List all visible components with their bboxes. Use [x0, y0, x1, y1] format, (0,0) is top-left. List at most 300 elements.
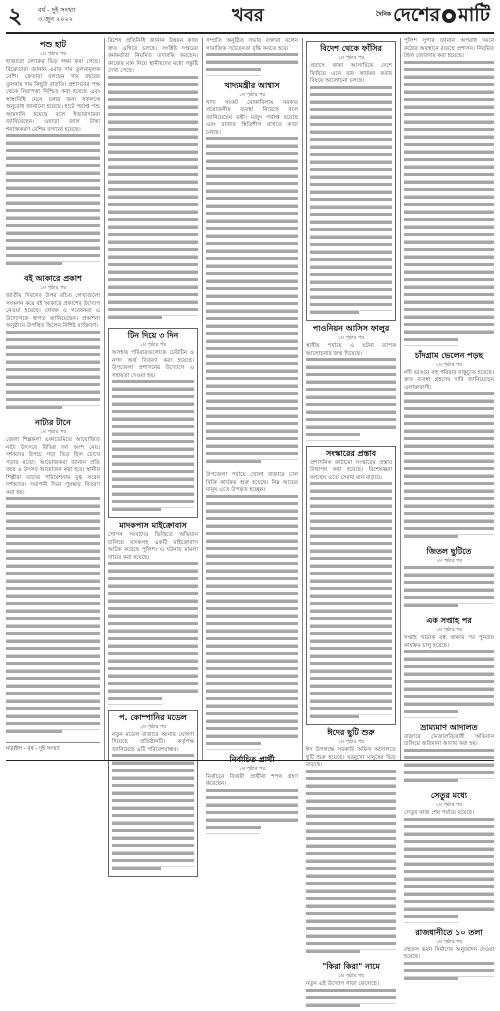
text-line: [310, 198, 392, 206]
text-line: [206, 690, 298, 698]
text-line: [6, 610, 100, 618]
text-line: [206, 295, 298, 303]
text-line: [404, 482, 494, 490]
text-line: [206, 742, 261, 750]
news-story: [206, 755, 298, 834]
text-line: [206, 811, 298, 819]
text-line: [310, 161, 392, 169]
text-line: [310, 168, 392, 176]
text-line: [404, 278, 494, 286]
text-line: [310, 625, 392, 633]
story-body: ঈদ উপলক্ষে সরকারি অফিস আদালতে ছুটি শুরু হয়েছে। ঘরমুখো মানুষের ভিড় বাড়ছে।: [306, 747, 396, 770]
text-line: [404, 673, 494, 681]
text-line: [6, 670, 100, 678]
text-line: [206, 615, 298, 623]
text-line: [206, 570, 298, 578]
text-line: [310, 281, 392, 289]
text-line: [404, 490, 494, 498]
story-headline: চাঁদগ্রাম ভেলেন পড়ছ: [404, 351, 494, 361]
news-story: [404, 723, 494, 787]
text-line: [310, 602, 392, 610]
text-line: [306, 996, 396, 1004]
story-body: নতুন এই উদ্যোগ সাড়া ফেলেছে।: [306, 981, 396, 989]
text-line: [206, 675, 298, 683]
globe-icon: [442, 9, 456, 23]
issue-info: [38, 6, 76, 24]
text-line: [404, 885, 494, 893]
text-line: [206, 61, 298, 69]
text-line: [6, 353, 100, 361]
text-line: [206, 577, 298, 585]
story-headline: সংস্কারের প্রস্তাব: [310, 449, 392, 459]
text-line: [6, 662, 100, 670]
text-line: [306, 381, 396, 389]
text-line: [206, 377, 298, 385]
text-line: [206, 197, 298, 205]
story-headline: জিতল ছুটিতে: [404, 547, 494, 557]
continued-note: ১ম পৃষ্ঠার পর: [6, 285, 100, 291]
text-line: [206, 415, 298, 423]
text-line: [404, 301, 494, 309]
text-line: [404, 581, 494, 589]
story-headline: এক সপ্তাহ পর: [404, 616, 494, 626]
text-line: [206, 257, 298, 265]
text-line: [310, 580, 392, 588]
text-line: [6, 602, 100, 610]
text-line: [6, 142, 100, 150]
text-line: [108, 652, 198, 660]
text-line: [206, 430, 298, 438]
text-line: [404, 241, 494, 249]
text-line: [206, 392, 298, 400]
text-line: [404, 915, 458, 923]
text-line: [306, 882, 396, 890]
story-body: গোপন সংবাদের ভিত্তিতে অভিযান চালিয়ে মাদকসহ একটি মাইক্রোবাস আটক করেছে পুলিশ। এ ঘটনায় মামলা দায়ের করা হয়েছে।: [108, 532, 198, 562]
text-line: [108, 128, 198, 136]
text-line: [404, 248, 494, 256]
text-line: [108, 630, 198, 638]
text-line: [404, 181, 494, 189]
story-headline: বিদেশ থেকে ফাঁসির: [310, 44, 392, 54]
text-line: [206, 265, 298, 273]
text-line: [310, 587, 392, 595]
text-line: [206, 400, 298, 408]
text-line: [112, 829, 194, 837]
continued-note: ১ম পৃষ্ঠার পর: [404, 627, 494, 633]
column-2: [104, 38, 198, 760]
text-line: [310, 707, 392, 715]
text-line: [310, 131, 392, 139]
text-line: [404, 658, 494, 666]
text-line: [306, 950, 360, 958]
news-story: [404, 351, 494, 543]
text-line: [306, 852, 396, 860]
text-line: [310, 505, 392, 513]
news-story: [306, 962, 396, 1011]
text-line: [206, 355, 298, 363]
text-line: [206, 272, 298, 280]
text-line: [206, 280, 298, 288]
text-line: [6, 512, 100, 520]
story-body: বাজারে ভেজালবিরোধী অভিযান চালিয়ে জরিমানা আদায় করা হয়।: [404, 734, 494, 749]
text-line: [206, 630, 298, 638]
text-line: [310, 565, 392, 573]
text-line: [6, 647, 100, 655]
story-headline: নাট্যর টানে: [6, 418, 100, 428]
text-line: [310, 557, 392, 565]
text-line: [310, 610, 392, 618]
text-line: [112, 463, 194, 471]
text-line: [310, 93, 392, 101]
news-story: [108, 710, 198, 878]
story-body: খাদ্য সংকট মোকাবিলায় সরকার প্রয়োজনীয় ব্যবস্থা নিয়েছে বলে জানিয়েছেন মন্ত্রী। মজুদ পর্যাপ্ত রয়েছে এবং বাজার স্থিতিশীল রাখতে কাজ চলছে।: [206, 100, 298, 138]
text-line: [112, 500, 194, 508]
text-line: [404, 460, 494, 468]
text-line: [206, 287, 298, 295]
text-line: [404, 91, 494, 99]
text-line: [206, 460, 261, 468]
text-line: [310, 108, 392, 116]
text-line: [206, 796, 298, 804]
text-line: [206, 212, 298, 220]
text-line: [6, 217, 100, 225]
text-line: [108, 293, 198, 301]
text-line: [206, 720, 298, 728]
story-body: হাজারো লোকের ভিড় লক্ষ্য করা গেছে। বিক্রেতারা জানান এবার দাম তুলনামূলক বেশি। ক্রেতারা বলছেন গত বছরের তুলনায় দাম কিছুটা বাড়তি। প্রশাসনের পক্ষ থেকে নিরাপত্তা নিশ্চিত করা হয়েছে এবং স্বাস্থ্যবিধি মেনে চলার জন্য সকলকে অনুরোধ জানানো হয়েছে। হাটে পর্যাপ্ত পশু আমদানি হয়েছে বলে ইজারাদাররা জানিয়েছেন। এছাড়া জাল টাকা শনাক্তকরণ মেশিন বসানো হয়েছে।: [6, 59, 100, 134]
text-line: [404, 415, 494, 423]
column-5: [400, 38, 494, 760]
text-line: [310, 146, 392, 154]
text-line: [404, 520, 494, 528]
text-line: [404, 61, 494, 69]
text-line: [310, 138, 392, 146]
text-line: [108, 98, 198, 106]
text-line: [206, 160, 298, 168]
news-story: [206, 472, 298, 750]
text-line: [404, 840, 494, 848]
text-line: [206, 495, 298, 503]
text-line: [112, 777, 194, 785]
text-line: [306, 927, 396, 935]
text-line: [112, 485, 194, 493]
text-line: [404, 188, 494, 196]
text-line: [310, 692, 392, 700]
text-line: [404, 475, 494, 483]
text-line: [206, 562, 298, 570]
text-line: [404, 263, 494, 271]
text-line: [6, 542, 100, 550]
text-line: [108, 562, 198, 570]
text-line: [206, 592, 298, 600]
story-body: বিশেষ প্রতিনিধি জানান উন্নয়ন কাজ দ্রুত এগিয়ে চলছে। সংশ্লিষ্ট দপ্তরের কর্মকর্তারা নিয়মিত তদারকি করছেন। কাজের মান নিয়ে স্থানীয়দের মধ্যে সন্তুষ্টি দেখা গেছে।: [108, 38, 198, 76]
text-line: [108, 136, 198, 144]
text-line: [404, 749, 494, 757]
text-line: [404, 512, 494, 520]
text-line: [310, 677, 392, 685]
text-line: [108, 615, 198, 623]
text-line: [206, 182, 298, 190]
text-line: [404, 452, 494, 460]
text-line: [310, 655, 392, 663]
text-line: [206, 250, 298, 258]
news-story: [6, 274, 100, 413]
text-line: [404, 900, 494, 908]
text-line: [206, 437, 298, 445]
text-line: [206, 517, 298, 525]
text-line: [310, 662, 392, 670]
text-line: [404, 566, 494, 574]
story-body: সেতুর কাজ শেষ পর্যায়ে রয়েছে।: [404, 810, 494, 818]
text-line: [112, 440, 194, 448]
text-line: [306, 807, 396, 815]
text-line: [310, 647, 392, 655]
text-line: [6, 164, 100, 172]
text-line: [310, 228, 392, 236]
text-line: [108, 667, 198, 675]
text-line: [6, 202, 100, 210]
text-line: [404, 962, 494, 970]
text-line: [306, 785, 396, 793]
continued-note: ১ম পৃষ্ঠার পর: [206, 92, 298, 98]
text-line: [310, 101, 392, 109]
text-line: [310, 243, 392, 251]
brand-prefix: দৈনিক: [376, 11, 391, 18]
text-line: [404, 166, 494, 174]
text-line: [404, 196, 494, 204]
text-line: [112, 762, 194, 770]
text-line: [6, 497, 100, 505]
news-story: [404, 791, 494, 923]
text-line: [404, 589, 494, 597]
text-line: [6, 587, 100, 595]
text-line: [6, 707, 100, 715]
text-line: [206, 727, 298, 735]
text-line: [206, 819, 298, 827]
text-line: [310, 273, 392, 281]
text-line: [310, 191, 392, 199]
text-line: [404, 256, 494, 264]
text-line: [306, 867, 396, 875]
text-line: [404, 331, 494, 339]
text-line: [206, 347, 298, 355]
masthead-rule: [6, 32, 494, 34]
text-line: [6, 179, 100, 187]
text-line: [306, 890, 396, 898]
text-line: [206, 317, 298, 325]
text-line: [310, 527, 392, 535]
text-line: [310, 296, 392, 304]
text-line: [108, 577, 198, 585]
news-story: [404, 547, 494, 611]
text-line: [310, 123, 392, 131]
text-line: [108, 181, 198, 189]
text-line: [404, 535, 458, 543]
news-story: [306, 728, 396, 957]
story-body: জাতীয় দিবসের উপর রচিত লেখাগুলো সংকলন করে বই আকারে প্রকাশের উদ্যোগ নেওয়া হয়েছে। লেখক ও গবেষকরা এ উদ্যোগকে স্বাগত জানিয়েছেন। প্রকাশনা অনুষ্ঠানে উপস্থিত ছিলেন বিশিষ্ট ব্যক্তিবর্গ।: [6, 293, 100, 331]
text-line: [404, 113, 494, 121]
story-headline: বই আকারে প্রকাশ: [6, 274, 100, 284]
story-body: প্রবাসে থাকা আসামিকে দেশে ফিরিয়ে এনে রায় কার্যকর করার বিষয়ে আলোচনা চলছে।: [310, 63, 392, 86]
text-line: [6, 338, 100, 346]
text-line: [404, 173, 494, 181]
text-line: [6, 254, 100, 262]
text-line: [404, 151, 494, 159]
text-line: [108, 301, 198, 309]
continued-note: ১ম পৃষ্ঠার পর: [404, 558, 494, 564]
text-line: [108, 166, 198, 174]
text-line: [206, 667, 298, 675]
text-line: [108, 286, 198, 294]
bottom-rule: [6, 760, 494, 761]
text-line: [108, 592, 198, 600]
text-line: [404, 855, 494, 863]
text-line: [6, 565, 100, 573]
text-line: [404, 430, 494, 438]
text-line: [310, 715, 359, 723]
text-line: [404, 293, 494, 301]
text-line: [310, 116, 392, 124]
text-line: [404, 497, 494, 505]
text-line: [206, 555, 298, 563]
text-line: [112, 470, 194, 478]
text-line: [404, 505, 494, 513]
text-line: [112, 837, 194, 845]
text-line: [404, 870, 494, 878]
text-line: [306, 989, 396, 997]
text-line: [404, 323, 494, 331]
news-story: [206, 81, 298, 468]
text-line: [206, 422, 298, 430]
text-line: [108, 690, 198, 698]
text-line: [108, 607, 198, 615]
text-line: [206, 370, 298, 378]
text-line: [404, 106, 494, 114]
text-line: [404, 316, 494, 324]
text-line: [404, 392, 494, 400]
story-body: স্থানীয় পর্যায়ে এ ঘটনা ব্যাপক আলোচনার জন্ম দিয়েছে।: [306, 343, 396, 358]
text-line: [310, 311, 359, 319]
continued-note: ১ম পৃষ্ঠার পর: [404, 362, 494, 368]
news-story: [108, 38, 198, 323]
text-line: [6, 617, 100, 625]
story-body: উপজেলা পর্যায়ে খোলা বাজারে চাল বিক্রি কার্যক্রম শুরু হয়েছে। নিম্ন আয়ের মানুষ এতে উপকৃত হচ্ছেন।: [206, 472, 298, 495]
story-body: বহুতল ভবন নির্মাণের অনুমোদন দেওয়া হয়েছে।: [404, 947, 494, 962]
text-line: [404, 779, 458, 787]
text-line: [310, 236, 392, 244]
text-line: [206, 302, 298, 310]
text-line: [206, 385, 298, 393]
text-line: [6, 224, 100, 232]
text-line: [206, 826, 261, 834]
text-line: [112, 859, 194, 867]
issue-date: ৩ জুন ২০২২: [38, 15, 76, 24]
news-story: [6, 40, 100, 269]
text-line: [108, 196, 198, 204]
news-story: [404, 616, 494, 718]
text-line: [310, 535, 392, 543]
text-line: [108, 233, 198, 241]
text-line: [306, 830, 396, 838]
story-headline: ঈদের ছুটি শুরু: [306, 728, 396, 738]
story-body: অসহায় পরিবারগুলোকে ঢেউটিন ও নগদ অর্থ বিতরণ করা হয়েছে। উপজেলা প্রশাসনের উদ্যোগে এ সহায়তা দেওয়া হয়।: [112, 350, 194, 380]
text-line: [310, 700, 392, 708]
text-line: [404, 407, 494, 415]
text-line: [6, 383, 100, 391]
text-line: [310, 542, 392, 550]
text-line: [108, 645, 198, 653]
text-line: [206, 712, 298, 720]
text-line: [306, 860, 396, 868]
news-story: [108, 521, 198, 705]
text-line: [206, 220, 298, 228]
text-line: [6, 505, 100, 513]
text-line: [306, 403, 396, 411]
text-line: [206, 600, 298, 608]
text-line: [112, 784, 194, 792]
news-story: [306, 324, 396, 441]
text-line: [206, 205, 298, 213]
text-line: [404, 764, 494, 772]
masthead: [0, 0, 500, 36]
text-line: [6, 398, 100, 406]
column-divider: [6, 742, 100, 743]
text-line: [306, 875, 396, 883]
text-line: [6, 262, 62, 270]
text-line: [404, 771, 494, 779]
text-line: [404, 211, 494, 219]
text-line: [108, 113, 198, 121]
text-line: [112, 425, 194, 433]
text-line: [404, 68, 494, 76]
text-line: [404, 76, 494, 84]
text-line: [108, 91, 198, 99]
text-line: [112, 410, 194, 418]
text-line: [310, 670, 392, 678]
text-line: [206, 340, 298, 348]
text-line: [310, 206, 392, 214]
text-line: [206, 735, 298, 743]
text-line: [404, 226, 494, 234]
text-line: [108, 585, 198, 593]
text-line: [310, 632, 392, 640]
text-line: [6, 232, 100, 240]
text-line: [404, 710, 458, 718]
column-1: [6, 38, 100, 760]
column-4: [302, 38, 396, 760]
story-headline: সেতুর মধ্যে: [404, 791, 494, 801]
text-line: [6, 361, 100, 369]
text-line: [404, 680, 494, 688]
text-line: [6, 625, 100, 633]
text-line: [206, 652, 298, 660]
text-line: [404, 467, 494, 475]
text-line: [112, 769, 194, 777]
text-line: [112, 418, 194, 426]
continued-note: ১ম পৃষ্ঠার পর: [310, 55, 392, 61]
news-story: [306, 41, 396, 321]
page-number: ২: [8, 6, 22, 28]
text-line: [404, 863, 494, 871]
story-body: প্রশাসনিক কাঠামো সংস্কারের প্রস্তাব উত্থাপন করা হয়েছে। বিশেষজ্ঞরা বলছেন এতে সেবার মান বাড়বে।: [310, 460, 392, 483]
text-line: [108, 203, 198, 211]
text-line: [310, 497, 392, 505]
text-line: [310, 258, 392, 266]
text-line: [306, 837, 396, 845]
text-line: [6, 520, 100, 528]
story-headline: মাদকপাস মাইক্রোবাস: [108, 521, 198, 531]
text-line: [404, 400, 494, 408]
text-line: [6, 346, 100, 354]
